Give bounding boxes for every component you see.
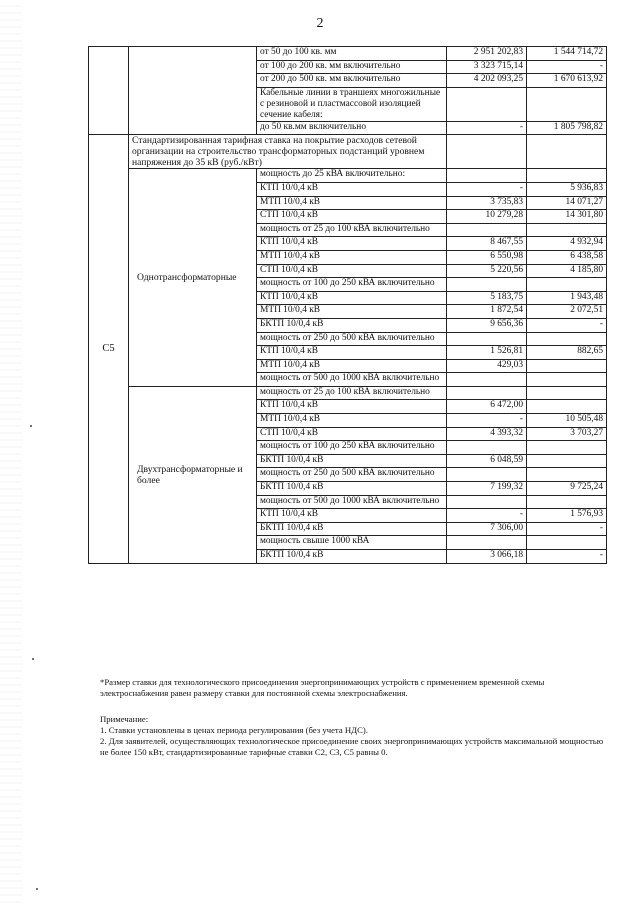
row-label: БКТП 10/0,4 кВ bbox=[257, 318, 447, 332]
row-value-2 bbox=[527, 400, 607, 414]
row-label: от 100 до 200 кв. мм включительно bbox=[257, 60, 447, 74]
row-value-1: - bbox=[447, 509, 527, 523]
row-label: от 200 до 500 кв. мм включительно bbox=[257, 74, 447, 88]
index-cell-empty bbox=[89, 47, 129, 135]
row-value-2: 2 072,51 bbox=[527, 305, 607, 319]
row-value-1 bbox=[447, 386, 527, 400]
footnote-text: *Размер ставки для технологического присоединения энергопринимающих устройств с применением временной схемы электроснабжения равен размеру ставки для постоянной схемы электроснабжения. bbox=[100, 677, 545, 698]
row-value-1 bbox=[447, 135, 527, 169]
row-label: КТП 10/0,4 кВ bbox=[257, 182, 447, 196]
row-value-1: 3 735,83 bbox=[447, 196, 527, 210]
row-value-1: 9 656,36 bbox=[447, 318, 527, 332]
row-value-1: - bbox=[447, 414, 527, 428]
row-value-2 bbox=[527, 278, 607, 292]
note-title: Примечание: bbox=[100, 714, 149, 724]
row-value-1: 1 526,81 bbox=[447, 346, 527, 360]
row-label: мощность от 250 до 500 кВА включительно bbox=[257, 468, 447, 482]
row-value-1 bbox=[447, 468, 527, 482]
row-label: МТП 10/0,4 кВ bbox=[257, 414, 447, 428]
row-value-1: 7 306,00 bbox=[447, 522, 527, 536]
row-label: мощность от 500 до 1000 кВА включительно bbox=[257, 495, 447, 509]
row-value-2: 1 805 798,82 bbox=[527, 121, 607, 135]
row-value-1: 5 220,56 bbox=[447, 264, 527, 278]
row-value-2 bbox=[527, 223, 607, 237]
row-value-2 bbox=[527, 359, 607, 373]
row-value-1: 6 048,59 bbox=[447, 454, 527, 468]
row-value-2: 4 932,94 bbox=[527, 237, 607, 251]
row-value-1: 6 550,98 bbox=[447, 250, 527, 264]
row-label: Кабельные линии в траншеях многожильные с резиновой и пластмассовой изоляцией сечение кабеля: bbox=[257, 87, 447, 121]
row-value-2: 3 703,27 bbox=[527, 427, 607, 441]
row-label: до 50 кв.мм включительно bbox=[257, 121, 447, 135]
row-value-1: 4 393,32 bbox=[447, 427, 527, 441]
page-number: 2 bbox=[316, 16, 324, 31]
row-label: мощность от 250 до 500 кВА включительно bbox=[257, 332, 447, 346]
table-row bbox=[89, 386, 607, 400]
row-value-1 bbox=[447, 441, 527, 455]
row-label: БКТП 10/0,4 кВ bbox=[257, 522, 447, 536]
row-label: МТП 10/0,4 кВ bbox=[257, 250, 447, 264]
row-value-2 bbox=[527, 495, 607, 509]
row-value-1 bbox=[447, 536, 527, 550]
row-value-2 bbox=[527, 332, 607, 346]
row-value-2 bbox=[527, 536, 607, 550]
row-label: КТП 10/0,4 кВ bbox=[257, 400, 447, 414]
group-cell-empty bbox=[129, 47, 257, 135]
tariff-table bbox=[88, 46, 607, 564]
row-value-2 bbox=[527, 169, 607, 183]
row-value-2: - bbox=[527, 318, 607, 332]
row-value-2: 10 505,48 bbox=[527, 414, 607, 428]
table-row bbox=[89, 47, 607, 61]
row-label: МТП 10/0,4 кВ bbox=[257, 305, 447, 319]
row-value-2: 1 670 613,92 bbox=[527, 74, 607, 88]
row-value-1: 7 199,32 bbox=[447, 482, 527, 496]
row-value-1 bbox=[447, 332, 527, 346]
row-value-2: 1 576,93 bbox=[527, 509, 607, 523]
row-value-1: 1 872,54 bbox=[447, 305, 527, 319]
row-value-2: - bbox=[527, 522, 607, 536]
group-label: Двухтрансформаторные и более bbox=[129, 386, 257, 563]
scan-edge-shadow bbox=[0, 0, 22, 905]
row-value-2 bbox=[527, 373, 607, 387]
row-value-1: 3 066,18 bbox=[447, 550, 527, 564]
row-value-1 bbox=[447, 223, 527, 237]
footnote bbox=[100, 677, 610, 699]
row-value-2: 5 936,83 bbox=[527, 182, 607, 196]
group-label: Однотрансформаторные bbox=[129, 169, 257, 387]
row-value-2: - bbox=[527, 550, 607, 564]
row-label: БКТП 10/0,4 кВ bbox=[257, 454, 447, 468]
row-value-1 bbox=[447, 495, 527, 509]
row-value-2: - bbox=[527, 60, 607, 74]
row-value-1: - bbox=[447, 121, 527, 135]
row-label: МТП 10/0,4 кВ bbox=[257, 359, 447, 373]
row-label: МТП 10/0,4 кВ bbox=[257, 196, 447, 210]
row-value-1: 6 472,00 bbox=[447, 400, 527, 414]
row-label: СТП 10/0,4 кВ bbox=[257, 427, 447, 441]
row-value-1 bbox=[447, 87, 527, 121]
row-label: мощность от 25 до 100 кВА включительно bbox=[257, 223, 447, 237]
row-value-1: 2 951 202,83 bbox=[447, 47, 527, 61]
row-label: КТП 10/0,4 кВ bbox=[257, 237, 447, 251]
tariff-table-body bbox=[89, 47, 607, 564]
scan-speck bbox=[30, 425, 32, 427]
row-value-2: 14 071,27 bbox=[527, 196, 607, 210]
row-value-2: 14 301,80 bbox=[527, 210, 607, 224]
row-value-2 bbox=[527, 87, 607, 121]
row-label: СТП 10/0,4 кВ bbox=[257, 210, 447, 224]
row-value-2: 4 185,80 bbox=[527, 264, 607, 278]
row-value-1: 8 467,55 bbox=[447, 237, 527, 251]
row-value-2 bbox=[527, 135, 607, 169]
row-label: КТП 10/0,4 кВ bbox=[257, 346, 447, 360]
row-value-1 bbox=[447, 373, 527, 387]
note-2: 2. Для заявителей, осуществляющих технологическое присоединение своих энергопринимающих устройств максимальной мощностью не более 150 кВт, стандартизированные тарифные ставки С2, С3, С5 равны 0. bbox=[100, 736, 604, 757]
row-label: КТП 10/0,4 кВ bbox=[257, 509, 447, 523]
row-value-1: 5 183,75 bbox=[447, 291, 527, 305]
row-value-2: 9 725,24 bbox=[527, 482, 607, 496]
row-value-2: 1 943,48 bbox=[527, 291, 607, 305]
c5-header: Стандартизированная тарифная ставка на покрытие расходов сетевой организации на строительство трансформаторных подстанций уровнем напряжения до 35 кВ (руб./кВт) bbox=[129, 135, 447, 169]
table-row bbox=[89, 169, 607, 183]
row-value-1 bbox=[447, 278, 527, 292]
row-value-2: 6 438,58 bbox=[527, 250, 607, 264]
row-value-1: 10 279,28 bbox=[447, 210, 527, 224]
scan-speck bbox=[36, 888, 38, 890]
row-value-2 bbox=[527, 441, 607, 455]
row-label: БКТП 10/0,4 кВ bbox=[257, 550, 447, 564]
row-label: мощность от 100 до 250 кВА включительно bbox=[257, 278, 447, 292]
row-value-2 bbox=[527, 454, 607, 468]
row-value-1: 429,03 bbox=[447, 359, 527, 373]
row-label: БКТП 10/0,4 кВ bbox=[257, 482, 447, 496]
row-value-2 bbox=[527, 386, 607, 400]
rate-index-c5: С5 bbox=[89, 135, 129, 563]
row-label: мощность от 100 до 250 кВА включительно bbox=[257, 441, 447, 455]
row-label: мощность до 25 кВА включительно: bbox=[257, 169, 447, 183]
row-value-1 bbox=[447, 169, 527, 183]
note-1: 1. Ставки установлены в ценах периода регулирования (без учета НДС). bbox=[100, 725, 368, 735]
scan-speck bbox=[32, 658, 34, 660]
row-label: КТП 10/0,4 кВ bbox=[257, 291, 447, 305]
row-label: от 50 до 100 кв. мм bbox=[257, 47, 447, 61]
row-label: мощность от 500 до 1000 кВА включительно bbox=[257, 373, 447, 387]
row-value-1: 4 202 093,25 bbox=[447, 74, 527, 88]
notes-block bbox=[100, 714, 610, 758]
row-value-2: 1 544 714,72 bbox=[527, 47, 607, 61]
row-label: мощность от 25 до 100 кВА включительно bbox=[257, 386, 447, 400]
table-row bbox=[89, 135, 607, 169]
row-value-2: 882,65 bbox=[527, 346, 607, 360]
row-value-2 bbox=[527, 468, 607, 482]
row-value-1: 3 323 715,14 bbox=[447, 60, 527, 74]
row-label: мощность свыше 1000 кВА bbox=[257, 536, 447, 550]
row-label: СТП 10/0,4 кВ bbox=[257, 264, 447, 278]
row-value-1: - bbox=[447, 182, 527, 196]
